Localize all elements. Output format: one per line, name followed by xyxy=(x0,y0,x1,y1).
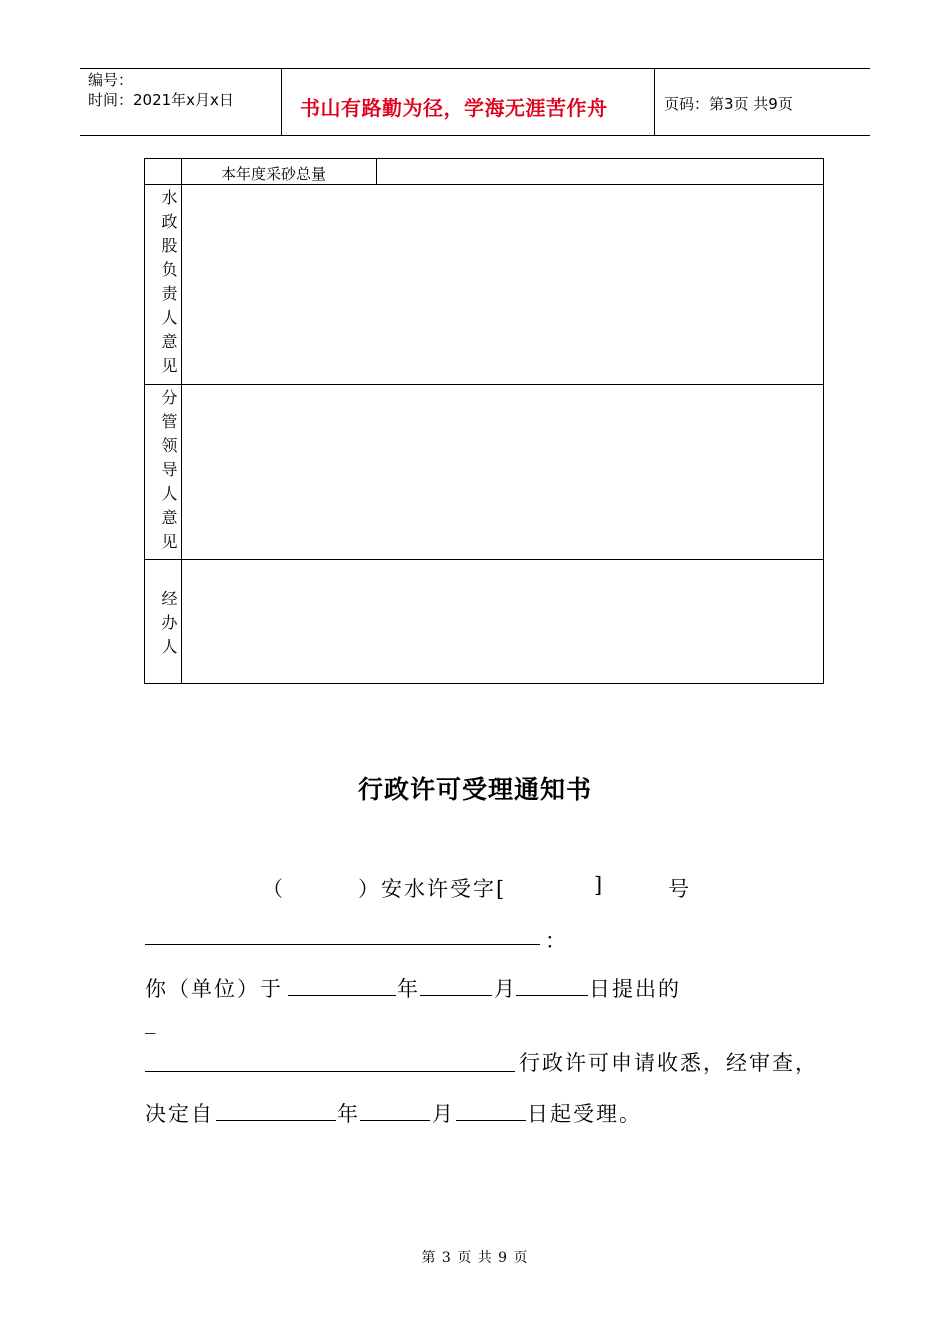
line1-day: 日提出的 xyxy=(589,977,681,1001)
total-sand-label: 本年度采砂总量 xyxy=(221,165,327,183)
header-motto: 书山有路勤为径，学海无涯苦作舟 xyxy=(300,96,608,120)
header-divider-right xyxy=(654,69,655,135)
ref-open: （ xyxy=(262,877,285,901)
line1-text-a: 你（单位）于 xyxy=(145,977,283,1001)
recipient-colon: ： xyxy=(545,929,568,953)
table-row-divider xyxy=(145,559,823,560)
ref-mid: ）安水许受字[ xyxy=(358,877,507,901)
table-row-divider xyxy=(145,384,823,385)
header-number: 编号： xyxy=(88,71,134,89)
header-bottom-rule xyxy=(80,135,870,136)
table-col-divider xyxy=(181,159,182,683)
table-total-divider xyxy=(376,159,377,184)
ref-number: 号 xyxy=(668,877,691,901)
line3-day-blank xyxy=(456,1120,526,1121)
notice-title: 行政许可受理通知书 xyxy=(357,775,592,804)
line3-year-blank xyxy=(216,1120,336,1121)
header-top-rule xyxy=(80,68,870,69)
dash-mark: _ xyxy=(145,1010,158,1034)
handler-label: 经办人 xyxy=(159,590,178,662)
leader-opinion-label: 分管领导人意见 xyxy=(159,388,178,557)
line1-day-blank xyxy=(516,995,588,996)
recipient-blank xyxy=(145,944,540,945)
header-page-code: 页码：第3页 共9页 xyxy=(664,95,793,113)
line2-text: 行政许可申请收悉，经审查， xyxy=(519,1051,818,1075)
line3-month: 月 xyxy=(432,1102,455,1126)
ref-close: ] xyxy=(594,873,605,897)
approval-table xyxy=(144,158,824,684)
line3-year: 年 xyxy=(337,1102,360,1126)
header-divider-left xyxy=(281,69,282,135)
line2-blank xyxy=(145,1071,515,1072)
line1-month-blank xyxy=(420,995,492,996)
line1-year: 年 xyxy=(397,977,420,1001)
line3-day: 日起受理。 xyxy=(527,1102,642,1126)
line1-month: 月 xyxy=(494,977,517,1001)
line3-month-blank xyxy=(360,1120,430,1121)
header-time: 时间：2021年x月x日 xyxy=(88,91,234,109)
page-footer: 第 3 页 共 9 页 xyxy=(421,1250,529,1266)
line3-text-a: 决定自 xyxy=(145,1102,214,1126)
water-admin-opinion-label: 水政股负责人意见 xyxy=(159,189,178,381)
table-row-divider xyxy=(145,184,823,185)
line1-year-blank xyxy=(288,995,396,996)
